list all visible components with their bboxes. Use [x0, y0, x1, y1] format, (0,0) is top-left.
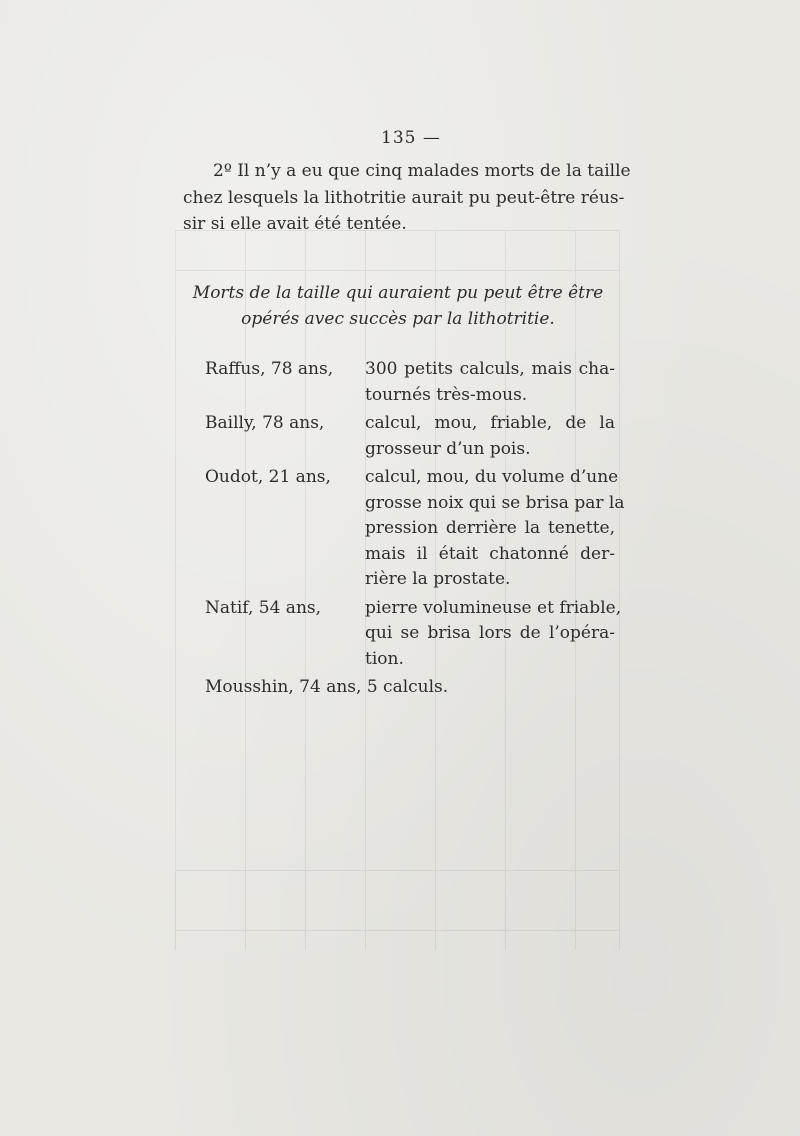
list-item	[205, 465, 625, 593]
entry-description	[365, 357, 615, 408]
page-number: 135 —	[381, 128, 441, 148]
section-heading	[183, 280, 613, 332]
heading-line: opérés avec succès par la lithotritie.	[241, 309, 555, 329]
entry-line: pression derrière la tenette,	[365, 518, 615, 538]
entry-description	[365, 596, 622, 673]
entry-line: 300 petits calculs, mais cha-	[365, 359, 615, 379]
entry-line: rière la prostate.	[365, 569, 511, 589]
entry-line: calcul, mou, du volume d’une	[365, 467, 619, 487]
entry-line: qui se brisa lors de l’opéra-	[365, 623, 615, 643]
list-item	[205, 596, 622, 673]
paragraph-line: chez lesquels la lithotritie aurait pu peut-être réus-	[183, 187, 625, 208]
entry-name-age: Mousshin, 74 ans, 5 calculs.	[205, 677, 449, 697]
entry-description	[365, 411, 615, 462]
list-item	[205, 411, 615, 462]
entry-name-age: Oudot, 21 ans,	[205, 467, 331, 487]
entry-name-age: Natif, 54 ans,	[205, 597, 322, 618]
entry-line: grosse noix qui se brisa par la	[365, 492, 625, 513]
entry-name-age: Raffus, 78 ans,	[205, 359, 334, 379]
intro-paragraph	[183, 158, 631, 238]
entry-line: grosseur d’un pois.	[365, 438, 531, 459]
entry-name-age: Bailly, 78 ans,	[205, 413, 325, 433]
heading-line: Morts de la taille qui auraient pu peut être être	[192, 283, 604, 303]
list-item	[205, 675, 615, 701]
paragraph-line: 2º Il n’y a eu que cinq malades morts de la taille	[213, 161, 631, 181]
list-item	[205, 357, 615, 408]
entry-line: mais il était chatonné der-	[365, 543, 615, 564]
entry-line: pierre volumineuse et friable,	[365, 597, 622, 618]
entry-description	[365, 465, 625, 593]
entry-line: tournés très-mous.	[365, 384, 528, 405]
patient-list	[205, 357, 625, 704]
paragraph-line: sir si elle avait été tentée.	[183, 214, 407, 234]
entry-line: calcul, mou, friable, de la	[365, 413, 615, 433]
entry-line: tion.	[365, 648, 404, 669]
